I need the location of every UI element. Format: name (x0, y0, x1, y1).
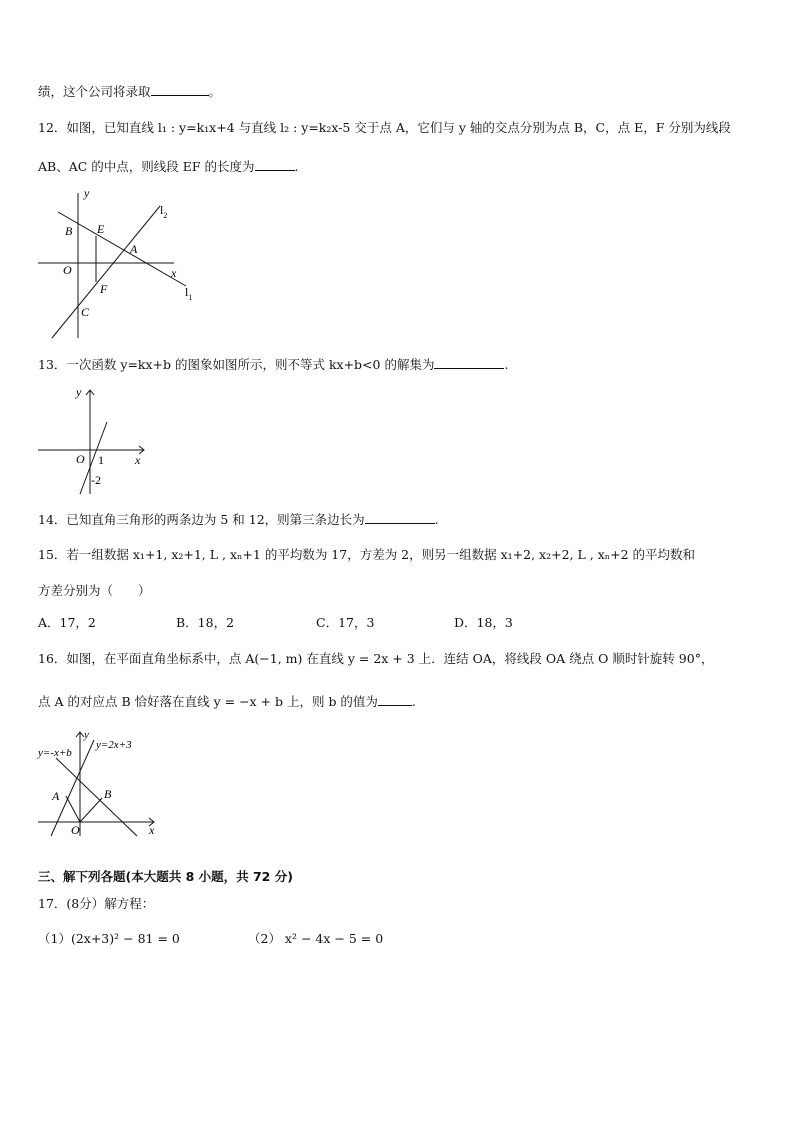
q13-line (38, 355, 508, 374)
q15-line1: 15．若一组数据 x₁+1, x₂+1, L , xₙ+1 的平均数为 17，方差为 2，则另一组数据 x₁+2, x₂+2, L , xₙ+2 的平均数和 (38, 547, 696, 562)
option-a: A．17，2 (38, 615, 96, 630)
label-1: 1 (98, 453, 104, 467)
answer-blank (365, 510, 435, 524)
label-a: A (52, 789, 60, 803)
q16-line2-text: 点 A 的对应点 B 恰好落在直线 y = −x + b 上，则 b 的值为 (38, 694, 378, 709)
segment-oa (66, 796, 80, 822)
q16-figure (34, 726, 159, 838)
answer-blank (255, 157, 295, 171)
label-o: O (63, 263, 72, 277)
q13-end: . (504, 357, 509, 372)
label-c: C (81, 305, 90, 319)
q14-end: . (434, 512, 439, 527)
q16-line1: 16．如图，在平面直角坐标系中，点 A(−1, m) 在直线 y = 2x + 3 上．连结 OA，将线段 OA 绕点 O 顺时针旋转 90°， (38, 651, 714, 666)
label-y: y (84, 729, 89, 741)
option-c: C．17，3 (316, 615, 375, 630)
q13-figure (34, 382, 149, 497)
q11-tail-end: 。 (208, 84, 222, 99)
answer-blank (151, 82, 209, 96)
label-line-b: y=2x+3 (96, 739, 132, 751)
label-neg2: -2 (91, 473, 101, 487)
option-d: D．18，3 (454, 615, 513, 630)
label-f: F (100, 282, 108, 296)
line-l1 (58, 212, 186, 286)
q12-line1: 12．如图，已知直线 l₁ : y=k₁x+4 与直线 l₂ : y=k₂x-5 交于点 A，它们与 y 轴的交点分别为点 B，C，点 E，F 分别为线段 (38, 120, 731, 135)
label-l1: $l_1$ (185, 285, 193, 302)
q11-tail-text: 绩，这个公司将录取 (38, 84, 151, 99)
q17-parts (38, 930, 383, 948)
q17-part1: （1）(2x+3)² − 81 = 0 (38, 931, 180, 946)
label-o: O (76, 452, 85, 466)
label-l2: $l_2$ (160, 203, 168, 220)
label-x: x (149, 823, 155, 837)
q16-line2-end: . (411, 694, 416, 709)
segment-ob (80, 798, 102, 822)
q12-line2-text: AB、AC 的中点，则线段 EF 的长度为 (38, 159, 255, 174)
section3-title: 三、解下列各题(本大题共 8 小题，共 72 分) (38, 869, 293, 884)
option-b: B．18，2 (176, 615, 235, 630)
q14-line (38, 510, 439, 529)
q16-line2 (38, 692, 416, 711)
q12-line2 (38, 157, 299, 176)
label-line-a: y=-x+b (38, 747, 72, 759)
q13-text: 13．一次函数 y=kx+b 的图象如图所示，则不等式 kx+b<0 的解集为 (38, 357, 435, 372)
answer-blank (434, 355, 504, 369)
q12-figure (34, 188, 194, 344)
label-b: B (104, 787, 112, 801)
q17-part2: （2） x² − 4x − 5 = 0 (248, 931, 384, 946)
q15-line2: 方差分别为（ ） (38, 583, 151, 598)
label-y: y (84, 188, 90, 200)
label-x: x (171, 266, 177, 280)
q11-tail (38, 82, 221, 101)
label-o: O (71, 823, 80, 837)
label-x: x (135, 453, 141, 467)
q15-options (38, 614, 513, 632)
q14-text: 14．已知直角三角形的两条边为 5 和 12，则第三条边长为 (38, 512, 365, 527)
q17-header: 17．(8分）解方程： (38, 896, 155, 911)
label-b: B (65, 224, 73, 238)
answer-blank (378, 692, 412, 706)
label-e: E (97, 222, 105, 236)
label-a: A (130, 242, 138, 256)
label-y: y (76, 385, 82, 399)
q12-line2-end: . (294, 159, 299, 174)
